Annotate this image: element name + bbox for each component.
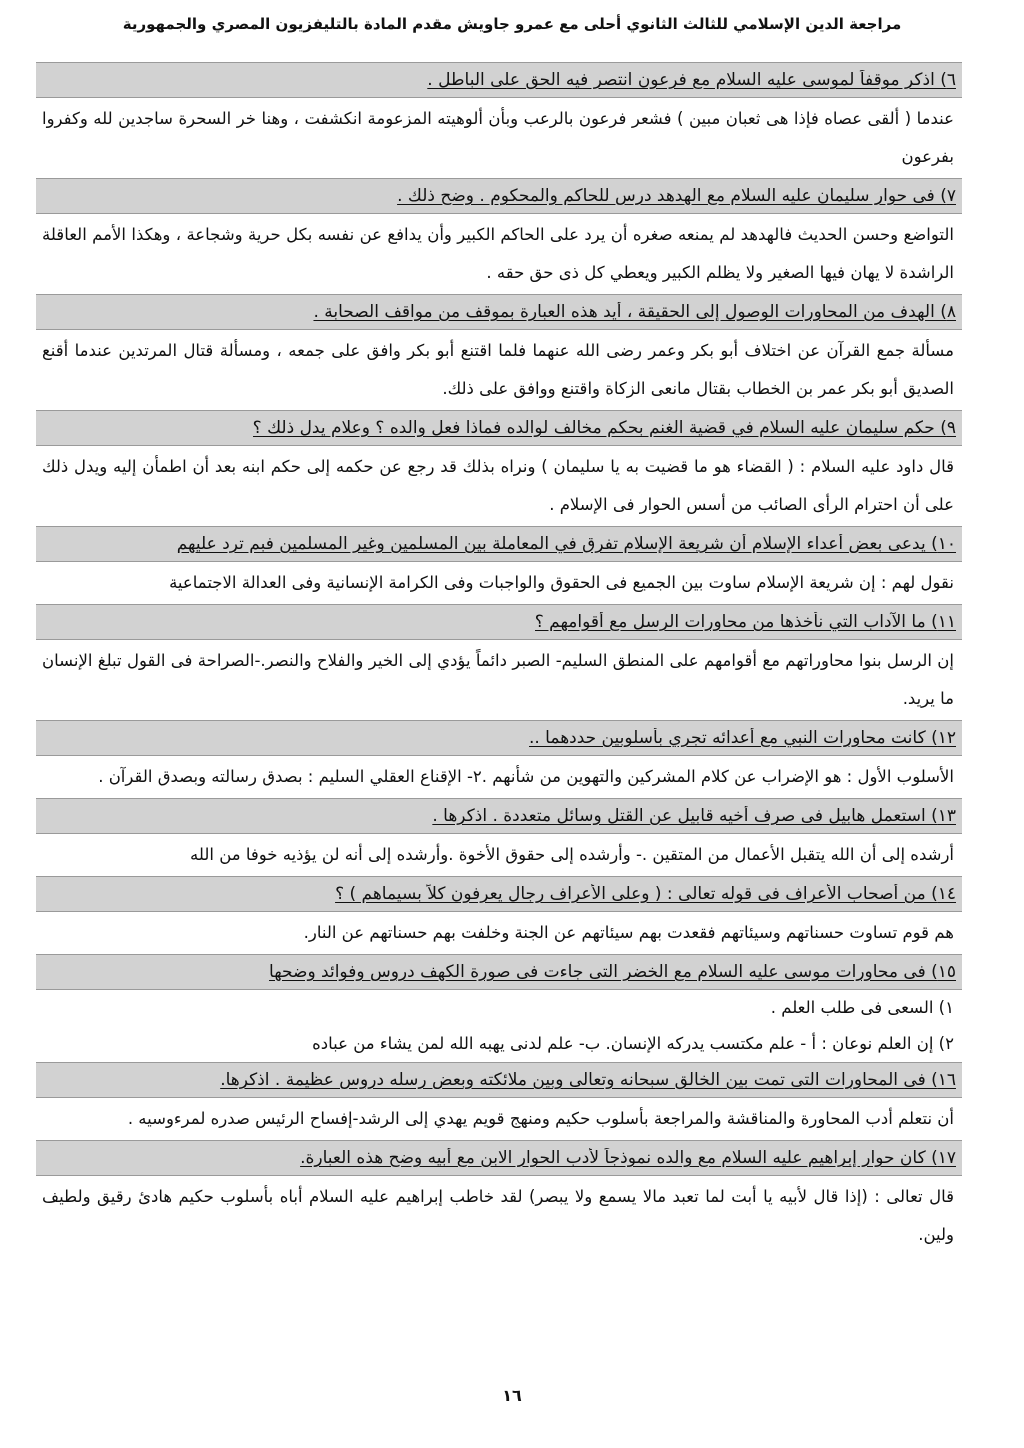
answer-8: مسألة جمع القرآن عن اختلاف أبو بكر وعمر رضى الله عنهما فلما اقتنع أبو بكر وافق على جمعه ، ومسألة قتال المرتدين عندما أقنع الصديق أبو بكر عمر بن الخطاب بقتال مانعى الزكاة واقتنع ووافق على ذلك.: [42, 341, 954, 398]
answer-15-point-2: ٢) إن العلم نوعان : أ - علم مكتسب يدركه الإنسان. ب- علم لدنى يهبه الله لمن يشاء من عباده: [312, 1034, 954, 1053]
question-7: ٧) فى حوار سليمان عليه السلام مع الهدهد درس للحاكم والمحكوم . وضح ذلك .: [397, 186, 956, 206]
question-13-bar: [36, 798, 962, 834]
question-14-bar: [36, 876, 962, 912]
question-17-bar: [36, 1140, 962, 1176]
question-17: ١٧) كان حوار إبراهيم عليه السلام مع والده نموذجاً لأدب الحوار الابن مع أبيه وضح هذه العبارة.: [300, 1148, 956, 1168]
question-6: ٦) اذكر موقفاً لموسى عليه السلام مع فرعون انتصر فيه الحق على الباطل .: [427, 70, 956, 90]
answer-12: الأسلوب الأول : هو الإضراب عن كلام المشركين والتهوين من شأنهم .٢- الإقناع العقلي السليم : بصدق رسالته وبصدق القرآن .: [98, 767, 954, 786]
page-number: ١٦: [502, 1386, 522, 1405]
answer-10: نقول لهم : إن شريعة الإسلام ساوت بين الجميع فى الحقوق والواجبات وفى الكرامة الإنسانية وفى العدالة الاجتماعية: [169, 573, 954, 592]
answer-9: قال داود عليه السلام : ( القضاء هو ما قضيت به يا سليمان ) ونراه بذلك قد رجع عن حكمه إلى حكم ابنه بعد أن اطمأن إليه ويدل ذلك على أن احترام الرأى الصائب من أسس الحوار فى الإسلام .: [42, 457, 954, 514]
question-15: ١٥) فى محاورات موسى عليه السلام مع الخضر التى جاءت فى صورة الكهف دروس وفوائد وضحها: [269, 962, 956, 982]
question-13: ١٣) استعمل هابيل فى صرف أخيه قابيل عن القتل وسائل متعددة . اذكرها .: [432, 806, 956, 826]
question-9-bar: [36, 410, 962, 446]
question-8-bar: [36, 294, 962, 330]
answer-15-point-1: ١) السعى فى طلب العلم .: [770, 998, 954, 1017]
answer-14: هم قوم تساوت حسناتهم وسيئاتهم فقعدت بهم سيئاتهم عن الجنة وخلفت بهم حسناتهم عن النار.: [303, 923, 954, 942]
question-9: ٩) حكم سليمان عليه السلام في قضية الغنم بحكم مخالف لوالده فماذا فعل والده ؟ وعلام يدل ذلك ؟: [252, 418, 956, 438]
question-12-bar: [36, 720, 962, 756]
question-16-bar: [36, 1062, 962, 1098]
question-10-bar: [36, 526, 962, 562]
question-10: ١٠) يدعى بعض أعداء الإسلام أن شريعة الإسلام تفرق في المعاملة بين المسلمين وغير المسلمين فبم ترد عليهم: [176, 534, 956, 554]
answer-11: إن الرسل بنوا محاوراتهم مع أقوامهم على المنطق السليم- الصبر دائماً يؤدي إلى الخير والفلاح والنصر.-الصراحة فى القول تبلغ الإنسان ما يريد.: [42, 651, 954, 708]
question-11: ١١) ما الآداب التي نأخذها من محاورات الرسل مع أقوامهم ؟: [534, 612, 956, 632]
question-8: ٨) الهدف من المحاورات الوصول إلى الحقيقة ، أيد هذه العبارة بموقف من مواقف الصحابة .: [313, 302, 956, 322]
page-header-title: مراجعة الدين الإسلامي للثالث الثانوي أحلى مع عمرو جاويش مقدم المادة بالتليفزيون المصري والجمهورية: [122, 15, 902, 33]
question-15-bar: [36, 954, 962, 990]
review-content: [36, 62, 962, 1256]
question-16: ١٦) فى المحاورات التى تمت بين الخالق سبحانه وتعالى وبين ملائكته وبعض رسله دروس عظيمة . اذكرها.: [220, 1070, 956, 1090]
answer-13: أرشده إلى أن الله يتقبل الأعمال من المتقين .- وأرشده إلى حقوق الأخوة .وأرشده إلى أنه لن يؤذيه خوفا من الله: [190, 845, 954, 864]
answer-16: أن نتعلم أدب المحاورة والمناقشة والمراجعة بأسلوب حكيم ومنهج قويم يهدي إلى الرشد-إفساح الرئيس صدره لمرءوسيه .: [127, 1109, 954, 1128]
question-11-bar: [36, 604, 962, 640]
answer-7: التواضع وحسن الحديث فالهدهد لم يمنعه صغره أن يرد على الحاكم الكبير وأن يدافع عن نفسه بكل حرية وشجاعة ، وهكذا الأمم العاقلة الراشدة لا يهان فيها الصغير ولا يظلم الكبير ويعطي كل ذى حق حقه .: [42, 225, 954, 282]
answer-6: عندما ( ألقى عصاه فإذا هى ثعبان مبين ) فشعر فرعون بالرعب وبأن ألوهيته المزعومة انكشفت ، وهنا خر السحرة ساجدين لله وكفروا بفرعون: [42, 109, 954, 166]
answer-17: قال تعالى : (إذا قال لأبيه يا أبت لما تعبد مالا يسمع ولا يبصر) لقد خاطب إبراهيم عليه السلام أباه بأسلوب حكيم هادئ رقيق ولطيف ولين.: [42, 1187, 954, 1244]
question-12: ١٢) كانت محاورات النبي مع أعدائه تجري بأسلوبين حددهما ..: [528, 728, 956, 748]
question-6-bar: [36, 62, 962, 98]
question-14: ١٤) من أصحاب الأعراف فى قوله تعالى : ( وعلى الأعراف رجال يعرفون كلاً بسيماهم ) ؟: [335, 884, 956, 904]
question-7-bar: [36, 178, 962, 214]
